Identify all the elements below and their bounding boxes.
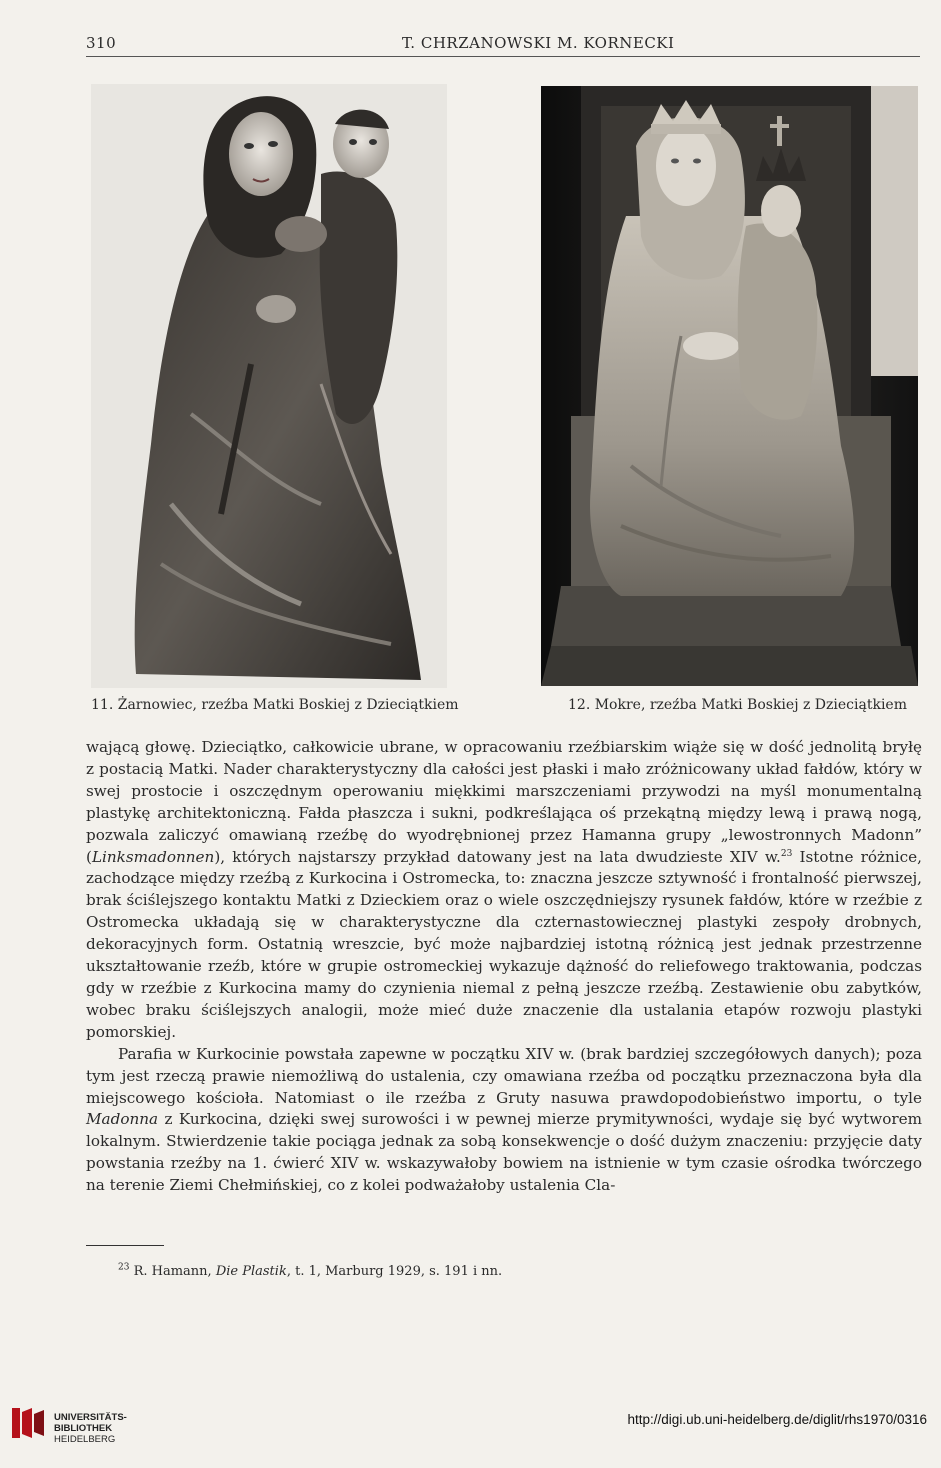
- figure-12-caption: 12. Mokre, rzeźba Matki Boskiej z Dzieciątkiem: [568, 697, 907, 713]
- logo-line: BIBLIOTHEK: [54, 1423, 113, 1434]
- italic-title: Die Plastik: [215, 1264, 287, 1279]
- header-rule: [86, 56, 920, 57]
- footnote-reference[interactable]: 23: [780, 848, 793, 859]
- figure-11-caption: 11. Żarnowiec, rzeźba Matki Boskiej z Dzieciątkiem: [91, 697, 459, 713]
- footnote-rule: [86, 1245, 164, 1246]
- page-number: 310: [86, 34, 117, 52]
- footnote-number: 23: [118, 1262, 130, 1273]
- text-run: Istotne różnice, zachodzące między rzeźbą z Kurkocina i Ostromecka, to: znaczna jeszcze sztywność i frontalność pierwszej, brak ściślejszego kontaktu Matki z Dzieckiem oraz o wiele oszczędniejszy rysunek fałdów, które w rzeźbie z Ostromecka układają się w charakterystyczne dla czternastowiecznej plastyki zespoły drobnych, dekoracyjnych form. Ostatnią wreszcie, być może najbardziej istotną różnicą jest jednak przestrzenne ukształtowanie rzeźb, które w grupie ostromeckiej wykazuje dążność do reliefowego traktowania, podczas gdy w rzeźbie z Kurkocina mamy do czynienia niemal z pełną jeszcze rzeźbą. Zestawienie obu zabytków, wobec braku ściślejszych analogii, może mieć duże znaczenie dla ustalania etapów rozwoju plastyki pomorskiej.: [86, 847, 922, 1041]
- logo-line: HEIDELBERG: [54, 1434, 116, 1445]
- running-title: T. CHRZANOWSKI M. KORNECKI: [402, 34, 675, 52]
- italic-term: Madonna: [86, 1110, 159, 1129]
- paragraph: [86, 737, 922, 1044]
- italic-term: Linksmadonnen: [91, 847, 215, 866]
- library-mark-icon: [10, 1404, 48, 1442]
- text-run: z Kurkocina, dzięki swej surowości i w pewnej mierze prymitywności, wydaje się być wytworem lokalnym. Stwierdzenie takie pociąga jednak za sobą konsekwencje o dość dużym znaczeniu: przyjęcie daty powstania rzeźby na 1. ćwierć XIV w. wskazywałoby bowiem na istnienie w tym czasie ośrodka twórczego na terenie Ziemi Chełmińskiej, co z kolei podważałoby ustalenia Cla-: [86, 1110, 922, 1195]
- figure-12-photo: [541, 86, 918, 686]
- text-run: ), których najstarszy przykład datowany jest na lata dwudzieste XIV w.: [214, 847, 781, 866]
- text-run: Parafia w Kurkocinie powstała zapewne w początku XIV w. (brak bardziej szczegółowych danych); poza tym jest rzeczą prawie niemożliwą do ustalenia, czy omawiana rzeźba od początku przeznaczona była dla miejscowego kościoła. Natomiast o ile rzeźba z Gruty nasuwa prawdopodobieństwo importu, o tyle: [86, 1044, 922, 1107]
- source-url-link[interactable]: http://digi.ub.uni-heidelberg.de/diglit/rhs1970/0316: [627, 1412, 927, 1427]
- text-run: R. Hamann,: [129, 1264, 216, 1279]
- footnote: [118, 1264, 502, 1279]
- library-logo[interactable]: [10, 1402, 130, 1452]
- logo-line: UNIVERSITÄTS-: [54, 1412, 127, 1423]
- figure-11-photo: [91, 84, 447, 688]
- paragraph: [86, 1044, 922, 1197]
- text-run: , t. 1, Marburg 1929, s. 191 i nn.: [286, 1264, 503, 1279]
- body-text: [86, 737, 922, 1197]
- text-run: wającą głowę. Dzieciątko, całkowicie ubrane, w opracowaniu rzeźbiarskim wiąże się w dość jednolitą bryłę z postacią Matki. Nader charakterystyczny dla całości jest płaski i mało zróżnicowany układ fałdów, który w swej prostocie i oszczędnym operowaniu miękkimi marszczeniami przywodzi na myśl monumentalną plastykę architektoniczną. Fałda płaszcza i sukni, podkreślająca oś przekątną między lewą i prawą nogą, pozwala zaliczyć omawianą rzeźbę do wyodrębnionej przez Hamanna grupy „lewostronnych Madonn” (: [86, 738, 922, 866]
